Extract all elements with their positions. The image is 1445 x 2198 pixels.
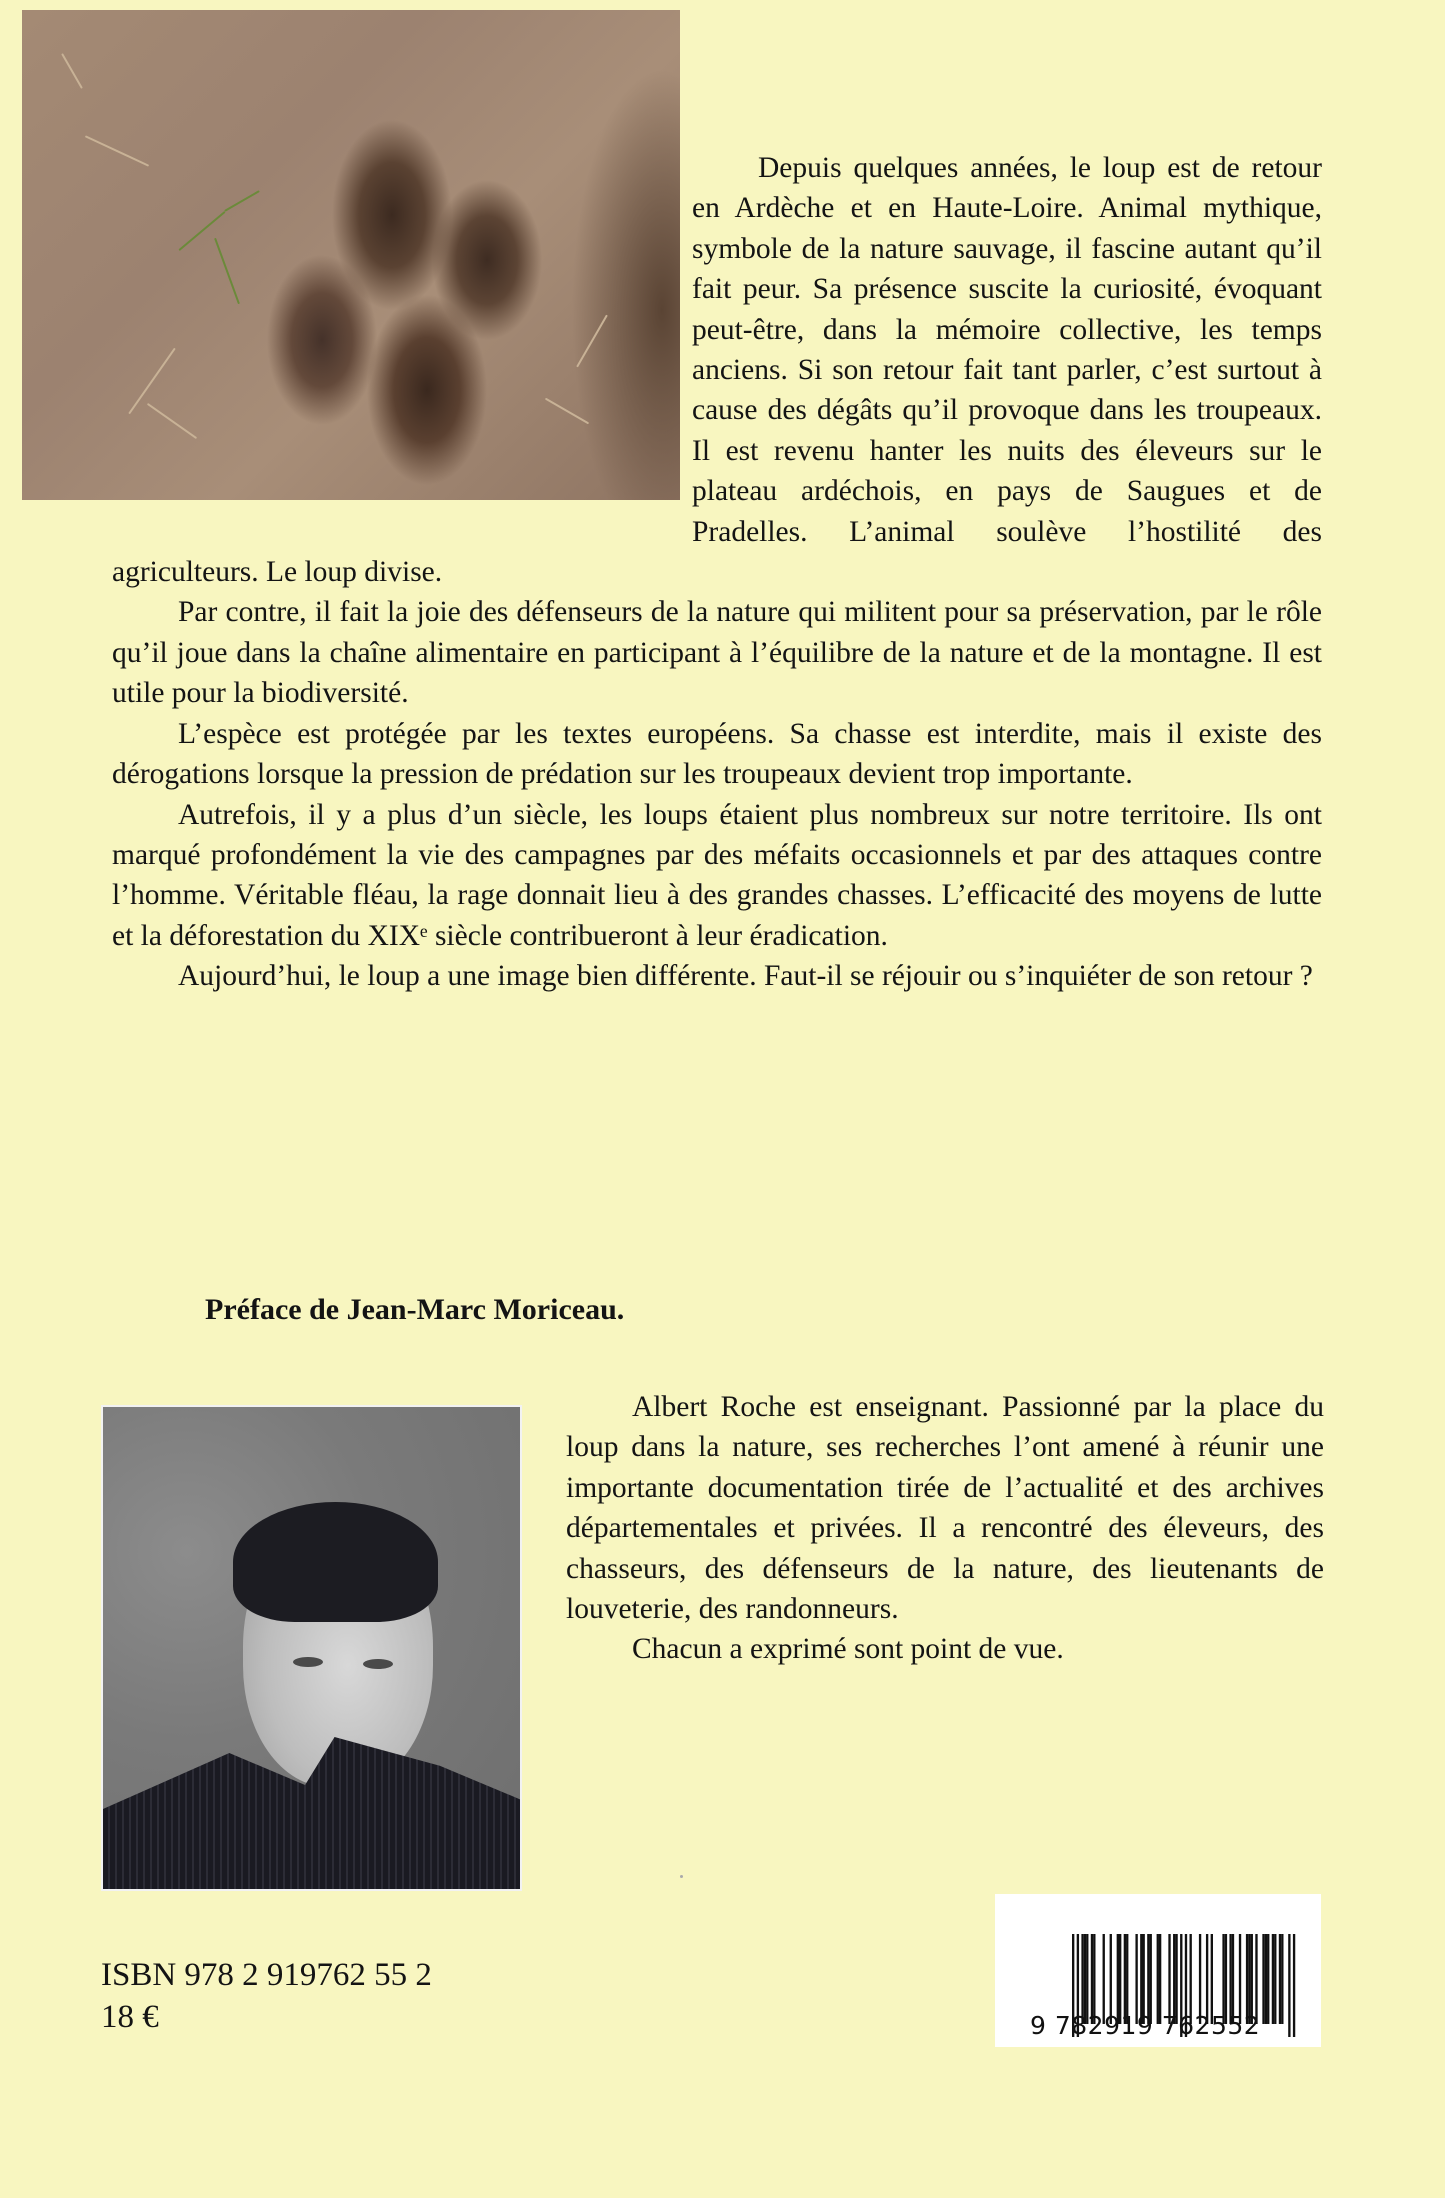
barcode-bar	[1288, 1934, 1290, 2037]
author-eye	[293, 1657, 323, 1667]
bio-paragraph: Albert Roche est enseignant. Passionné par la place du loup dans la nature, ses recherches l’ont amené à réunir une importante documentation tirée de l’actualité et des archives départementales et privées. Il a rencontré des éleveurs, des chasseurs, des défenseurs de la nature, des lieutenants de louveterie, des randonneurs.	[566, 1391, 1324, 1626]
barcode-bar	[1274, 1934, 1276, 2024]
intro-text	[112, 148, 1322, 997]
barcode-bar	[1262, 1934, 1264, 2024]
isbn-number: ISBN 978 2 919762 55 2	[101, 1957, 432, 1993]
intro-paragraph: L’espèce est protégée par les textes européens. Sa chasse est interdite, mais il existe des dérogations lorsque la pression de prédation sur les troupeaux devient trop importante.	[112, 717, 1322, 791]
price: 18 €	[101, 1999, 159, 2035]
barcode-bar	[1265, 1934, 1267, 2024]
author-bio	[566, 1387, 1324, 1670]
intro-paragraph: Aujourd’hui, le loup a une image bien différente. Faut-il se réjouir ou s’inquiéter de son retour ?	[178, 960, 1313, 993]
author-eye	[363, 1659, 393, 1669]
barcode-bar	[1267, 1934, 1269, 2024]
intro-paragraph: Autrefois, il y a plus d’un siècle, les loups étaient plus nombreux sur notre territoire. Ils ont marqué profondément la vie des campagnes par des méfaits occasionnels et par des attaques contre l’homme. Véritable fléau, la rage donnait lieu à des grandes chasses. L’efficacité des moyens de lutte et la déforestation du XIXᵉ siècle contribueront à leur éradication.	[112, 798, 1322, 952]
barcode-bar	[1279, 1934, 1281, 2024]
barcode	[995, 1894, 1321, 2047]
author-photo	[101, 1405, 522, 1891]
barcode-bar	[1293, 1934, 1295, 2037]
photo-wrap-spacer	[112, 148, 692, 512]
barcode-bar	[1272, 1934, 1274, 2024]
pine-needle	[61, 53, 83, 89]
preface-credit: Préface de Jean-Marc Moriceau.	[205, 1293, 625, 1326]
author-hair	[233, 1502, 438, 1622]
barcode-digits: 9 782919 762552	[1030, 2011, 1261, 2040]
bio-paragraph: Chacun a exprimé sont point de vue.	[632, 1633, 1064, 1666]
barcode-bar	[1281, 1934, 1283, 2024]
print-speck	[680, 1875, 683, 1878]
intro-paragraph: Par contre, il fait la joie des défenseurs de la nature qui militent pour sa préservation, par le rôle qu’il joue dans la chaîne alimentaire en participant à l’équilibre de la nature et de la montagne. Il est utile pour la biodiversité.	[112, 596, 1322, 710]
intro-paragraph: Depuis quelques années, le loup est de retour en Ardèche et en Haute-Loire. Animal mythique, symbole de la nature sauvage, il fascine autant qu’il fait peur. Sa présence suscite la curiosité, évoquant peut-être, dans la mémoire collective, les temps anciens. Si son retour fait tant parler, c’est surtout à cause des dégâts qu’il provoque dans les troupeaux. Il est revenu hanter les nuits des éleveurs sur le plateau ardéchois, en pays de Saugues et de Pradelles. L’animal soulève l’hostilité des agriculteurs. Le loup divise.	[112, 152, 1322, 589]
